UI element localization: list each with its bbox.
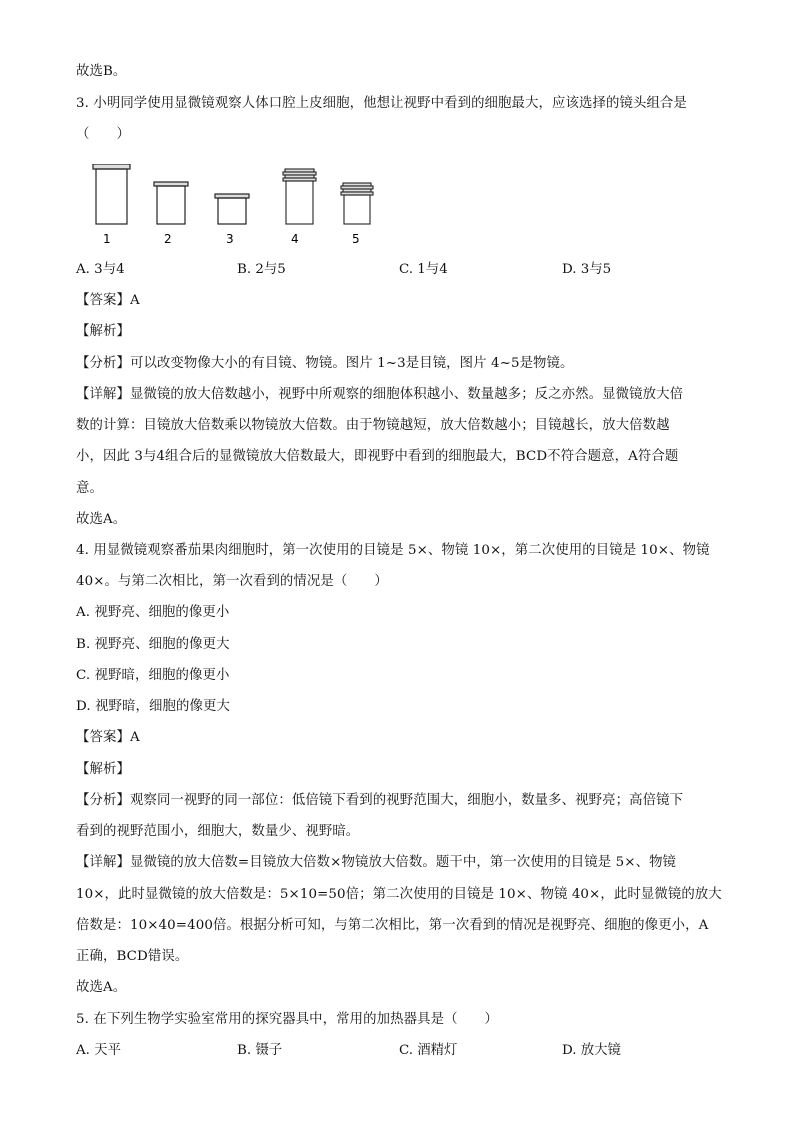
q3-option-d: D. 3与5 bbox=[562, 262, 612, 277]
q2-final-answer: 故选B。 bbox=[76, 64, 127, 79]
lens-4-icon bbox=[283, 169, 316, 224]
q3-xiangjie-line3: 小，因此 3与4组合后的显微镜放大倍数最大，即视野中看到的细胞最大，BCD不符合题意，A符合题 bbox=[76, 449, 679, 464]
lens-5-label: 5 bbox=[352, 232, 360, 246]
q3-option-b: B. 2与5 bbox=[237, 262, 286, 277]
q5-option-b: B. 镊子 bbox=[237, 1043, 283, 1058]
q3-analysis-heading: 【解析】 bbox=[76, 324, 130, 339]
q3-stem-line2: （ ） bbox=[76, 127, 130, 142]
q4-stem-line1: 4. 用显微镜观察番茄果肉细胞时，第一次使用的目镜是 5×、物镜 10×，第二次使用的目镜是 10×、物镜 bbox=[76, 543, 710, 558]
q4-analysis-heading: 【解析】 bbox=[76, 762, 130, 777]
q3-xiangjie-line4: 意。 bbox=[76, 481, 103, 496]
q4-final-answer: 故选A。 bbox=[76, 980, 127, 995]
q3-final-answer: 故选A。 bbox=[76, 512, 127, 527]
q3-xiangjie-line1: 【详解】显微镜的放大倍数越小，视野中所观察的细胞体积越小、数量越多；反之亦然。显微镜放大倍 bbox=[76, 387, 684, 402]
q3-option-a: A. 3与4 bbox=[76, 262, 125, 277]
q3-answer: 【答案】A bbox=[76, 293, 140, 308]
q4-xiangjie-line2: 10×，此时显微镜的放大倍数是：5×10=50倍；第二次使用的目镜是 10×、物镜 40×，此时显微镜的放大 bbox=[76, 887, 722, 902]
q4-option-c: C. 视野暗，细胞的像更小 bbox=[76, 668, 230, 683]
q3-stem-line1: 3. 小明同学使用显微镜观察人体口腔上皮细胞，他想让视野中看到的细胞最大，应该选择的镜头组合是 bbox=[76, 96, 687, 111]
q4-option-d: D. 视野暗，细胞的像更大 bbox=[76, 699, 230, 714]
q4-xiangjie-line1: 【详解】显微镜的放大倍数=目镜放大倍数×物镜放大倍数。题干中，第一次使用的目镜是 5×、物镜 bbox=[76, 855, 677, 870]
lens-figure bbox=[86, 164, 406, 248]
q4-fenxi-line2: 看到的视野范围小，细胞大，数量少、视野暗。 bbox=[76, 824, 360, 839]
lens-4-label: 4 bbox=[291, 232, 299, 246]
lens-1-label: 1 bbox=[103, 232, 111, 246]
q4-stem-line2: 40×。与第二次相比，第一次看到的情况是（ ） bbox=[76, 574, 388, 589]
q4-xiangjie-line4: 正确，BCD错误。 bbox=[76, 949, 189, 964]
q5-option-d: D. 放大镜 bbox=[562, 1043, 621, 1058]
q4-answer: 【答案】A bbox=[76, 730, 140, 745]
q4-fenxi-line1: 【分析】观察同一视野的同一部位：低倍镜下看到的视野范围大，细胞小，数量多、视野亮；高倍镜下 bbox=[76, 793, 684, 808]
q3-xiangjie-line2: 数的计算：目镜放大倍数乘以物镜放大倍数。由于物镜越短，放大倍数越小；目镜越长，放大倍数越 bbox=[76, 418, 670, 433]
q3-fenxi: 【分析】可以改变物像大小的有目镜、物镜。图片 1~3是目镜，图片 4~5是物镜。 bbox=[76, 356, 574, 371]
lens-2-icon bbox=[154, 182, 188, 224]
q4-option-b: B. 视野亮、细胞的像更大 bbox=[76, 637, 230, 652]
q5-option-a: A. 天平 bbox=[76, 1043, 121, 1058]
lens-2-label: 2 bbox=[164, 232, 172, 246]
q5-option-c: C. 酒精灯 bbox=[399, 1043, 458, 1058]
lens-5-icon bbox=[341, 183, 373, 224]
lens-3-icon bbox=[215, 194, 249, 224]
lens-3-label: 3 bbox=[226, 232, 234, 246]
q3-option-c: C. 1与4 bbox=[399, 262, 448, 277]
q5-options bbox=[76, 1042, 736, 1060]
q4-xiangjie-line3: 倍数是：10×40=400倍。根据分析可知，与第二次相比，第一次看到的情况是视野亮、细胞的像更小，A bbox=[76, 918, 709, 933]
q3-options bbox=[76, 261, 736, 279]
q5-stem: 5. 在下列生物学实验室常用的探究器具中，常用的加热器具是（ ） bbox=[76, 1012, 499, 1027]
lens-1-icon bbox=[93, 164, 130, 224]
q4-option-a: A. 视野亮、细胞的像更小 bbox=[76, 605, 230, 620]
